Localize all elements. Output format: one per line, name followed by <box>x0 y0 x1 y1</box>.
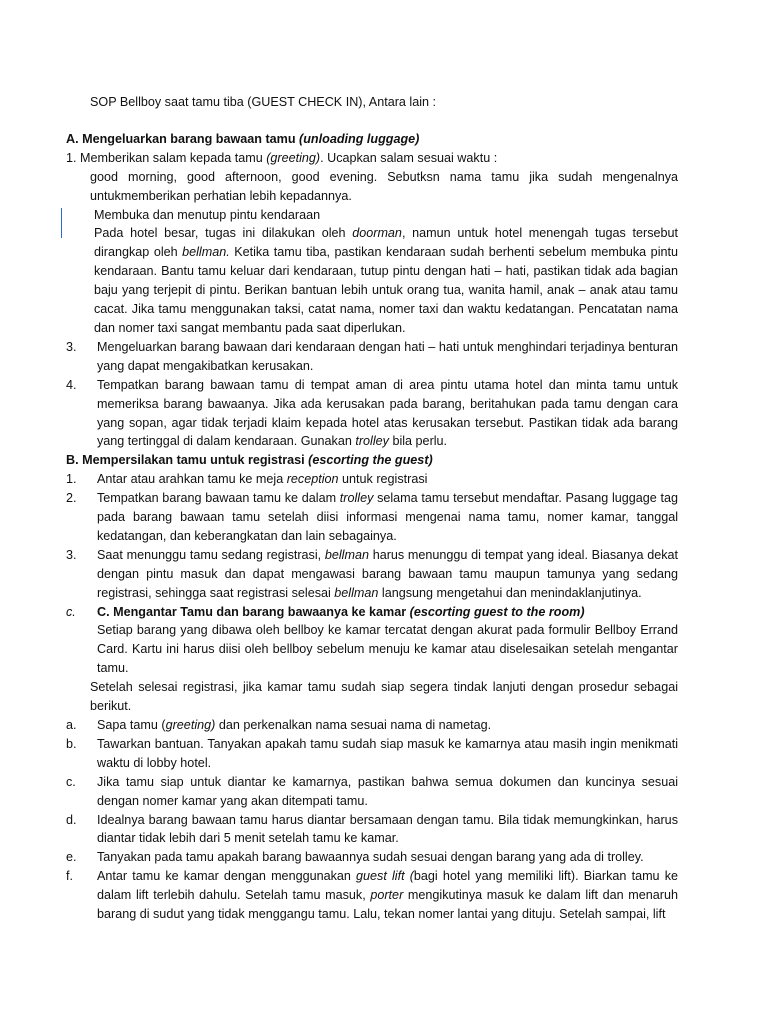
section-b-item-2: 2. Tempatkan barang bawaan tamu ke dalam trolley selama tamu tersebut mendaftar. Pasang luggage tag pada barang bawaan tamu setelah diisi informasi mengenai nama tamu, nomer kamar, tanggal kedatangan, dan keberangkatan dan lain sebagainya. <box>66 491 678 543</box>
section-a-item-2 <box>66 206 678 338</box>
section-a-item-1: 1. Memberikan salam kepada tamu (greeting). Ucapkan salam sesuai waktu : <box>66 150 498 165</box>
document-title: SOP Bellboy saat tamu tiba (GUEST CHECK IN), Antara lain : <box>90 95 437 109</box>
section-c-item-b: b. Tawarkan bantuan. Tanyakan apakah tamu sudah siap masuk ke kamarnya atau masih ingin menikmati waktu di lobby hotel. <box>66 736 678 770</box>
section-c-item-c: c. Jika tamu siap untuk diantar ke kamarnya, pastikan bahwa semua dokumen dan kuncinya sesuai dengan nomer kamar yang akan ditempati tamu. <box>66 774 678 808</box>
section-c-item-a: a. Sapa tamu (greeting) dan perkenalkan nama sesuai nama di nametag. <box>66 718 492 732</box>
section-a-item-2-title: Membuka dan menutup pintu kendaraan <box>94 207 321 222</box>
section-c-paragraph-1: Setiap barang yang dibawa oleh bellboy ke kamar tercatat dengan akurat pada formulir Bellboy Errand Card. Kartu ini harus diisi oleh bellboy sebelum menuju ke kamar atau diselesaikan setelah mengantar tamu. <box>97 623 678 676</box>
section-a-item-4: 4. Tempatkan barang bawaan tamu di tempat aman di area pintu utama hotel dan minta tamu untuk memeriksa barang bawaanya. Jika ada kerusakan pada barang, beritahukan pada tamu dengan cara yang sopan, agar tidak terjadi klaim kepada hotel atas kerusakan tersebut. Pastikan tidak ada barang yang tertinggal di dalam kendaraan. Gunakan trolley bila perlu. <box>66 377 678 449</box>
section-a-item-1-continuation: good morning, good afternoon, good evening. Sebutksn nama tamu jika sudah mengenalnya untukmemberikan perhatian lebih kepadannya. <box>90 169 678 203</box>
document-page <box>66 93 678 924</box>
section-c-paragraph-2: Setelah selesai registrasi, jika kamar tamu sudah siap segera tindak lanjuti dengan prosedur sebagai berikut. <box>90 680 678 714</box>
section-b-item-1: 1. Antar atau arahkan tamu ke meja reception untuk registrasi <box>66 472 428 487</box>
section-a-item-3: 3. Mengeluarkan barang bawaan dari kendaraan dengan hati – hati untuk menghindari terjadinya benturan yang dapat mengakibatkan kerusakan. <box>66 339 678 373</box>
section-a-item-2-body: Pada hotel besar, tugas ini dilakukan oleh doorman, namun untuk hotel menengah tugas tersebut dirangkap oleh bellman. Ketika tamu tiba, pastikan kendaraan sudah berhenti sebelum membuka pintu kendaraan. Bantu tamu keluar dari kendaraan, tutup pintu dengan hati – hati, pastikan tidak ada bagian baju yang terjepit di pintu. Berikan bantuan lebih untuk orang tua, wanita hamil, anak – anak atau tamu cacat. Jika tamu menggunakan taksi, catat nama, nomer taxi dan waktu kedatangan. Pencatatan nama dan nomer taxi sangat membantu pada saat diperlukan. <box>94 226 678 335</box>
section-c-item-e: e. Tanyakan pada tamu apakah barang bawaannya sudah sesuai dengan barang yang ada di trolley. <box>66 850 644 865</box>
section-c-heading: c. C. Mengantar Tamu dan barang bawaanya ke kamar (escorting guest to the room) <box>66 604 585 619</box>
section-b-item-3: 3. Saat menunggu tamu sedang registrasi, bellman harus menunggu di tempat yang ideal. Biasanya dekat dengan pintu masuk dan dapat mengawasi barang bawaan tamu maupun tamunya yang sedang registrasi, sehingga saat registrasi selesai bellman langsung mengetahui dan menindaklanjutinya. <box>66 547 678 600</box>
section-c-item-f: f. Antar tamu ke kamar dengan menggunakan guest lift (bagi hotel yang memiliki lift). Biarkan tamu ke dalam lift terlebih dahulu. Setelah tamu masuk, porter mengikutinya masuk ke dalam lift dan menaruh barang di sudut yang tidak menggangu tamu. Lalu, tekan nomer lantai yang dituju. Setelah sampai, lift <box>66 869 679 922</box>
section-c-item-d: d. Idealnya barang bawaan tamu harus diantar bersamaan dengan tamu. Bila tidak memungkinkan, harus diantar tidak lebih dari 5 menit setelah tamu ke kamar. <box>66 812 678 846</box>
section-b-heading: B. Mempersilakan tamu untuk registrasi (escorting the guest) <box>66 453 433 468</box>
section-a-heading: A. Mengeluarkan barang bawaan tamu (unloading luggage) <box>66 131 420 146</box>
